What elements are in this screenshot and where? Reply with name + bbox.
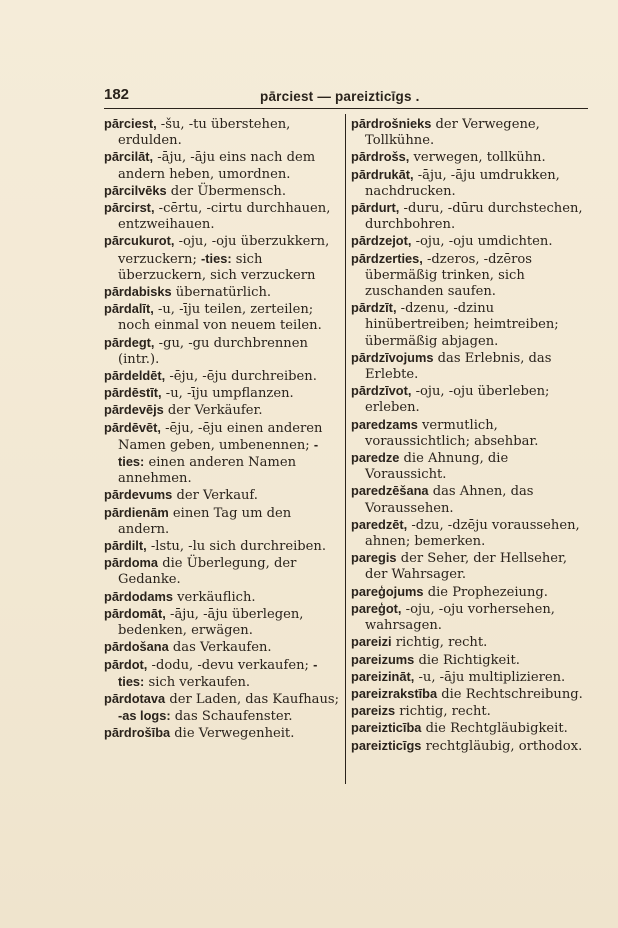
entry-headword: pareģot, bbox=[351, 600, 402, 616]
dictionary-entry bbox=[351, 703, 587, 720]
entry-headword: pārdurt, bbox=[351, 200, 400, 216]
dictionary-entry bbox=[351, 450, 587, 483]
entry-headword: pārdomāt, bbox=[104, 605, 166, 621]
dictionary-entry bbox=[351, 517, 587, 550]
right-column bbox=[351, 116, 587, 755]
entry-definition: -gu, -gu durchbrennen (intr.). bbox=[118, 335, 308, 367]
entry-definition: die Richtigkeit. bbox=[414, 652, 520, 668]
entry-headword: pārdrukāt, bbox=[351, 166, 414, 182]
left-column bbox=[104, 116, 340, 743]
entry-definition: -oju, -oju überleben; erleben. bbox=[365, 384, 550, 416]
entry-headword: pārdilt, bbox=[104, 538, 147, 554]
entry-definition: die Überlegung, der Gedanke. bbox=[118, 556, 297, 588]
dictionary-entry bbox=[104, 183, 340, 200]
entry-definition: der Verwegene, Tollkühne. bbox=[365, 117, 540, 149]
dictionary-entry bbox=[104, 116, 340, 149]
entry-headword: pārdrošs, bbox=[351, 149, 410, 165]
entry-headword: pārdegt, bbox=[104, 334, 155, 350]
entry-definition: der Seher, der Hellseher, der Wahrsager. bbox=[365, 551, 568, 583]
entry-headword: pareģojums bbox=[351, 583, 424, 599]
entry-headword: pārdot, bbox=[104, 656, 148, 672]
dictionary-entry bbox=[104, 538, 340, 555]
entry-definition: die Ahnung, die Voraussicht. bbox=[365, 451, 509, 483]
entry-definition: übernatürlich. bbox=[171, 285, 272, 301]
dictionary-entry bbox=[351, 601, 587, 634]
dictionary-entry bbox=[104, 301, 340, 334]
entry-headword: pārdalīt, bbox=[104, 301, 154, 317]
page-header bbox=[104, 84, 588, 109]
dictionary-entry bbox=[351, 149, 587, 166]
entry-definition: -lstu, -lu sich durchreiben. bbox=[146, 539, 326, 555]
dictionary-entry bbox=[351, 233, 587, 250]
entry-headword: paregis bbox=[351, 550, 397, 566]
entry-headword: paredzēt, bbox=[351, 516, 408, 532]
entry-definition: rechtgläubig, orthodox. bbox=[421, 738, 583, 754]
entry-headword: pārdošana bbox=[104, 639, 169, 655]
entry-headword: pārdzīvot, bbox=[351, 383, 412, 399]
dictionary-entry bbox=[351, 550, 587, 583]
entry-definition: das Erlebnis, das Erlebte. bbox=[365, 350, 552, 383]
entry-definition: -dzenu, -dzinu hinübertreiben; heimtreiben; übermäßig abjagen. bbox=[365, 301, 559, 349]
entry-headword: paredze bbox=[351, 450, 400, 466]
entry-definition: -ēju, -ēju einen anderen Namen geben, umbenennen; bbox=[118, 420, 323, 453]
entry-headword: pārdevējs bbox=[104, 402, 164, 418]
entry-headword: pārcirst, bbox=[104, 200, 155, 216]
entry-headword: pārcilāt, bbox=[104, 149, 154, 165]
entry-subform: -ties: bbox=[118, 656, 318, 689]
entry-subform-definition: sich überzuckern, sich verzuckern bbox=[118, 251, 316, 283]
dictionary-entry bbox=[351, 483, 587, 516]
entry-headword: pārcukurot, bbox=[104, 233, 175, 249]
entry-headword: paredzams bbox=[351, 416, 418, 432]
entry-headword: pārdzejot, bbox=[351, 233, 412, 249]
entry-headword: pārdoma bbox=[104, 555, 159, 571]
entry-definition: -šu, -tu überstehen, erdulden. bbox=[118, 117, 291, 149]
entry-definition: -u, -āju multiplizieren. bbox=[414, 669, 566, 685]
entry-definition: -oju, -oju umdichten. bbox=[411, 234, 553, 250]
entry-headword: pareizi bbox=[351, 634, 392, 650]
entry-subform: -ties: bbox=[201, 250, 232, 266]
entry-definition: die Rechtgläubigkeit. bbox=[421, 721, 568, 737]
entry-definition: vermutlich, voraussichtlich; absehbar. bbox=[365, 417, 539, 449]
entry-headword: pareizticība bbox=[351, 720, 422, 736]
entry-definition: -āju, -āju überlegen, bedenken, erwägen. bbox=[118, 606, 304, 639]
entry-definition: -duru, -dūru durchstechen, durchbohren. bbox=[365, 201, 583, 233]
dictionary-entry bbox=[351, 686, 587, 703]
entry-definition: -u, -īju umpflanzen. bbox=[161, 386, 294, 402]
entry-definition: -āju, -āju eins nach dem andern heben, umordnen. bbox=[118, 150, 316, 182]
dictionary-entry bbox=[104, 368, 340, 385]
dictionary-entry bbox=[351, 652, 587, 669]
entry-subform: -as logs: bbox=[118, 708, 171, 724]
dictionary-entry bbox=[104, 149, 340, 182]
entry-headword: pārdienām bbox=[104, 504, 169, 520]
dictionary-entry bbox=[351, 720, 587, 737]
dictionary-entry bbox=[351, 300, 587, 350]
entry-definition: -dzu, -dzēju voraussehen, ahnen; bemerken. bbox=[365, 517, 580, 550]
dictionary-entry bbox=[351, 738, 587, 755]
entry-headword: pārdevums bbox=[104, 487, 173, 503]
dictionary-entry bbox=[104, 589, 340, 606]
entry-definition: die Verwegenheit. bbox=[170, 726, 295, 742]
dictionary-entry bbox=[351, 350, 587, 383]
dictionary-entry bbox=[351, 584, 587, 601]
entry-definition: -ēju, -ēju durchreiben. bbox=[165, 369, 317, 385]
entry-definition: der Verkäufer. bbox=[163, 403, 263, 419]
entry-headword: paredzēšana bbox=[351, 483, 429, 499]
entry-definition: einen Tag um den andern. bbox=[118, 505, 292, 537]
entry-headword: pārdabisks bbox=[104, 284, 172, 300]
dictionary-entry bbox=[351, 200, 587, 233]
entry-definition: -oju, -oju überzukkern, verzuckern; bbox=[118, 234, 330, 267]
dictionary-entry bbox=[104, 402, 340, 419]
dictionary-entry bbox=[104, 487, 340, 504]
dictionary-entry bbox=[104, 691, 340, 725]
entry-definition: -oju, -oju vorhersehen, wahrsagen. bbox=[365, 601, 555, 634]
dictionary-entry bbox=[104, 284, 340, 301]
entry-definition: die Prophezeiung. bbox=[423, 584, 548, 600]
dictionary-entry bbox=[351, 634, 587, 651]
entry-definition: verwegen, tollkühn. bbox=[409, 150, 546, 166]
dictionary-entry bbox=[351, 116, 587, 149]
entry-definition: der Laden, das Kaufhaus; bbox=[165, 691, 340, 707]
dictionary-entry bbox=[104, 385, 340, 402]
entry-subform: -ties: bbox=[118, 436, 319, 470]
entry-definition: das Ahnen, das Voraussehen. bbox=[365, 484, 534, 516]
entry-headword: pareizrakstība bbox=[351, 685, 438, 701]
dictionary-entry bbox=[104, 606, 340, 639]
entry-definition: der Verkauf. bbox=[172, 488, 258, 504]
entry-definition: die Rechtschreibung. bbox=[437, 686, 583, 702]
entry-headword: pareizums bbox=[351, 651, 415, 667]
entry-definition: -u, -īju teilen, zerteilen; noch einmal von neuem teilen. bbox=[118, 302, 322, 334]
dictionary-entry bbox=[351, 669, 587, 686]
entry-headword: pareizticīgs bbox=[351, 737, 422, 753]
entry-headword: pārdrošnieks bbox=[351, 116, 432, 131]
dictionary-entry bbox=[104, 233, 340, 284]
entry-headword: pārdzīvojums bbox=[351, 349, 434, 365]
entry-headword: pārdrošība bbox=[104, 725, 171, 741]
dictionary-entry bbox=[351, 167, 587, 200]
entry-subform-definition: einen anderen Namen annehmen. bbox=[118, 455, 297, 487]
entry-definition: der Übermensch. bbox=[166, 183, 287, 199]
dictionary-entry bbox=[104, 657, 340, 691]
entry-definition: das Verkaufen. bbox=[168, 640, 272, 656]
entry-definition: richtig, recht. bbox=[391, 635, 488, 651]
entry-headword: pārdzīt, bbox=[351, 300, 397, 316]
entry-definition: richtig, recht. bbox=[395, 704, 491, 720]
entry-headword: pārdzerties, bbox=[351, 250, 423, 266]
entry-headword: pārdeldēt, bbox=[104, 368, 166, 384]
entry-subform-definition: das Schaufenster. bbox=[170, 709, 293, 725]
entry-headword: pārciest, bbox=[104, 116, 157, 131]
entry-definition: -cērtu, -cirtu durchhauen, entzweihauen. bbox=[118, 201, 331, 233]
dictionary-entry bbox=[104, 639, 340, 656]
entry-headword: pārdodams bbox=[104, 588, 173, 604]
dictionary-entry bbox=[104, 505, 340, 538]
column-divider bbox=[345, 114, 346, 784]
entry-definition: verkäuflich. bbox=[172, 589, 256, 605]
dictionary-entry bbox=[104, 200, 340, 233]
entry-headword: pareizs bbox=[351, 703, 396, 719]
entry-definition: -dodu, -devu verkaufen; bbox=[147, 657, 314, 673]
running-head: pārciest — pareizticīgs . bbox=[260, 89, 420, 104]
entry-headword: pārcilvēks bbox=[104, 182, 167, 198]
entry-definition: -āju, -āju umdrukken, nachdrucken. bbox=[365, 167, 560, 199]
dictionary-entry bbox=[104, 420, 340, 488]
entry-headword: pārdotava bbox=[104, 690, 166, 706]
dictionary-entry bbox=[104, 335, 340, 368]
entry-headword: pareizināt, bbox=[351, 668, 415, 684]
entry-headword: pārdēvēt, bbox=[104, 419, 161, 435]
dictionary-entry bbox=[351, 383, 587, 416]
dictionary-entry bbox=[351, 417, 587, 450]
dictionary-entry bbox=[104, 725, 340, 742]
entry-subform-definition: sich verkaufen. bbox=[144, 674, 251, 690]
entry-headword: pārdēstīt, bbox=[104, 385, 162, 401]
page-number: 182 bbox=[104, 86, 130, 103]
entry-definition: -dzeros, -dzēros übermäßig trinken, sich zuschanden saufen. bbox=[365, 251, 532, 300]
dictionary-entry bbox=[351, 251, 587, 301]
dictionary-entry bbox=[104, 555, 340, 588]
